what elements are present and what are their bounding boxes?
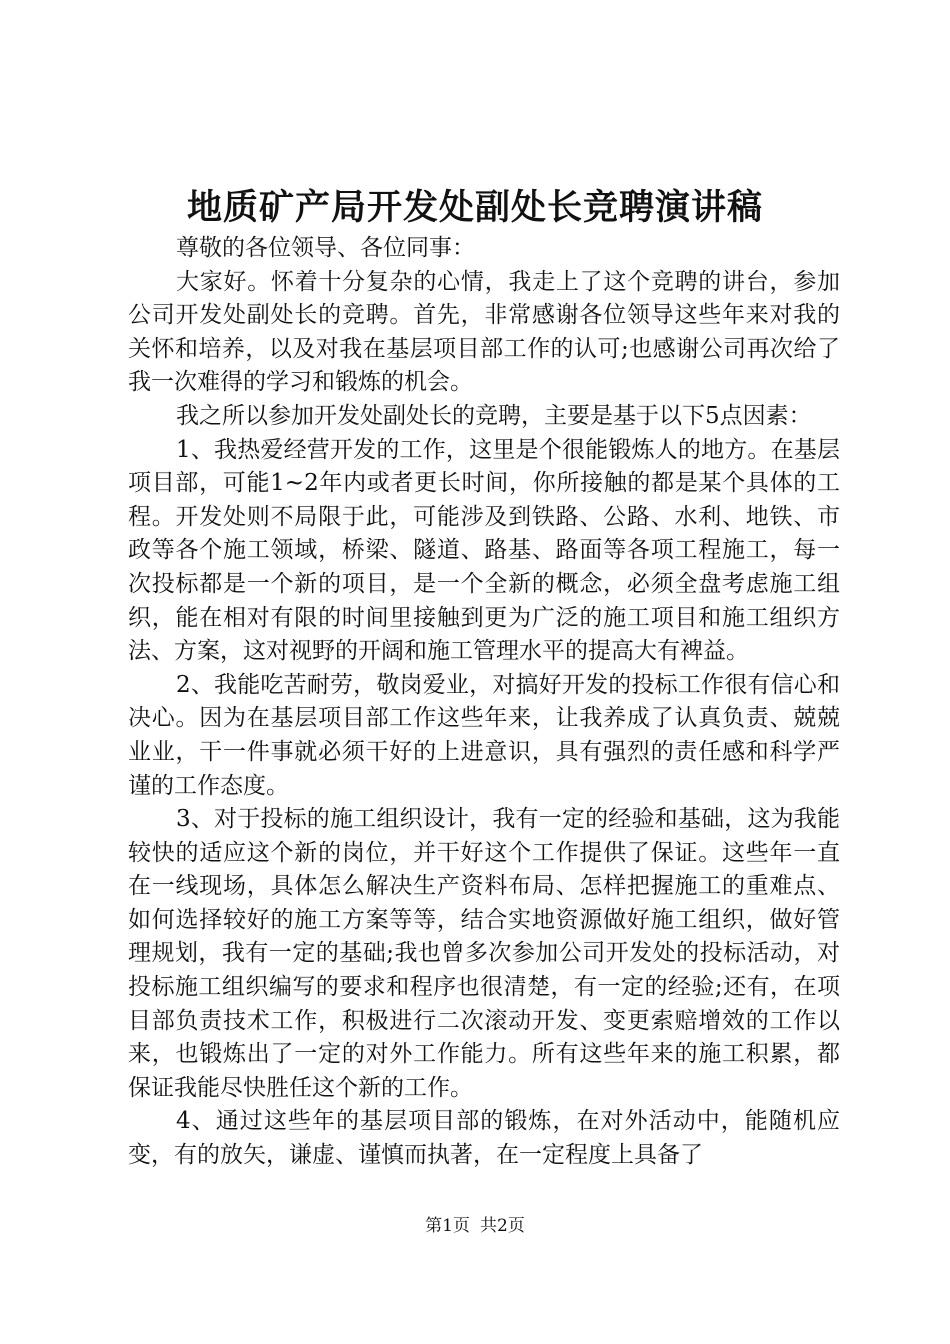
page-footer [0,1214,950,1238]
opening-paragraph: 大家好。怀着十分复杂的心情，我走上了这个竞聘的讲台，参加公司开发处副处长的竞聘。首先，非常感谢各位领导这些年来对我的关怀和培养，以及对我在基层项目部工作的认可;也感谢公司再次给了我一次难得的学习和锻炼的机会。 [128,268,840,396]
reason-1-paragraph: 1、我热爱经营开发的工作，这里是个很能锻炼人的地方。在基层项目部，可能1~2年内或者更长时间，你所接触的都是某个具体的工程。开发处则不局限于此，可能涉及到铁路、公路、水利、地铁、市政等各个施工领域，桥梁、隧道、路基、路面等各项工程施工，每一次投标都是一个新的项目，是一个全新的概念，必须全盘考虑施工组织，能在相对有限的时间里接触到更为广泛的施工项目和施工组织方法、方案，这对视野的开阔和施工管理水平的提高大有裨益。 [128,436,840,665]
document-body [128,232,840,1173]
salutation-paragraph: 尊敬的各位领导、各位同事： [176,235,475,261]
reason-2-paragraph: 2、我能吃苦耐劳，敬岗爱业，对搞好开发的投标工作很有信心和决心。因为在基层项目部工作这些年来，让我养成了认真负责、兢兢业业，干一件事就必须干好的上进意识，具有强烈的责任感和科学严谨的工作态度。 [128,671,840,799]
page-total: 共2页 [480,1216,525,1236]
document-title: 地质矿产局开发处副处长竞聘演讲稿 [186,187,763,228]
page-number: 第1页 [425,1216,470,1236]
reasons-intro-paragraph: 我之所以参加开发处副处长的竞聘，主要是基于以下5点因素： [176,402,812,429]
reason-4-paragraph: 4、通过这些年的基层项目部的锻炼，在对外活动中，能随机应变，有的放矢，谦虚、谨慎而执著，在一定程度上具备了 [128,1108,840,1169]
reason-3-paragraph: 3、对于投标的施工组织设计，我有一定的经验和基础，这为我能较快的适应这个新的岗位，并干好这个工作提供了保证。这些年一直在一线现场，具体怎么解决生产资料布局、怎样把握施工的重难点、如何选择较好的施工方案等等，结合实地资源做好施工组织，做好管理规划，我有一定的基础;我也曾多次参加公司开发处的投标活动，对投标施工组织编写的要求和程序也很清楚，有一定的经验;还有，在项目部负责技术工作，积极进行二次滚动开发、变更索赔增效的工作以来，也锻炼出了一定的对外工作能力。所有这些年来的施工积累，都保证我能尽快胜任这个新的工作。 [128,806,840,1101]
